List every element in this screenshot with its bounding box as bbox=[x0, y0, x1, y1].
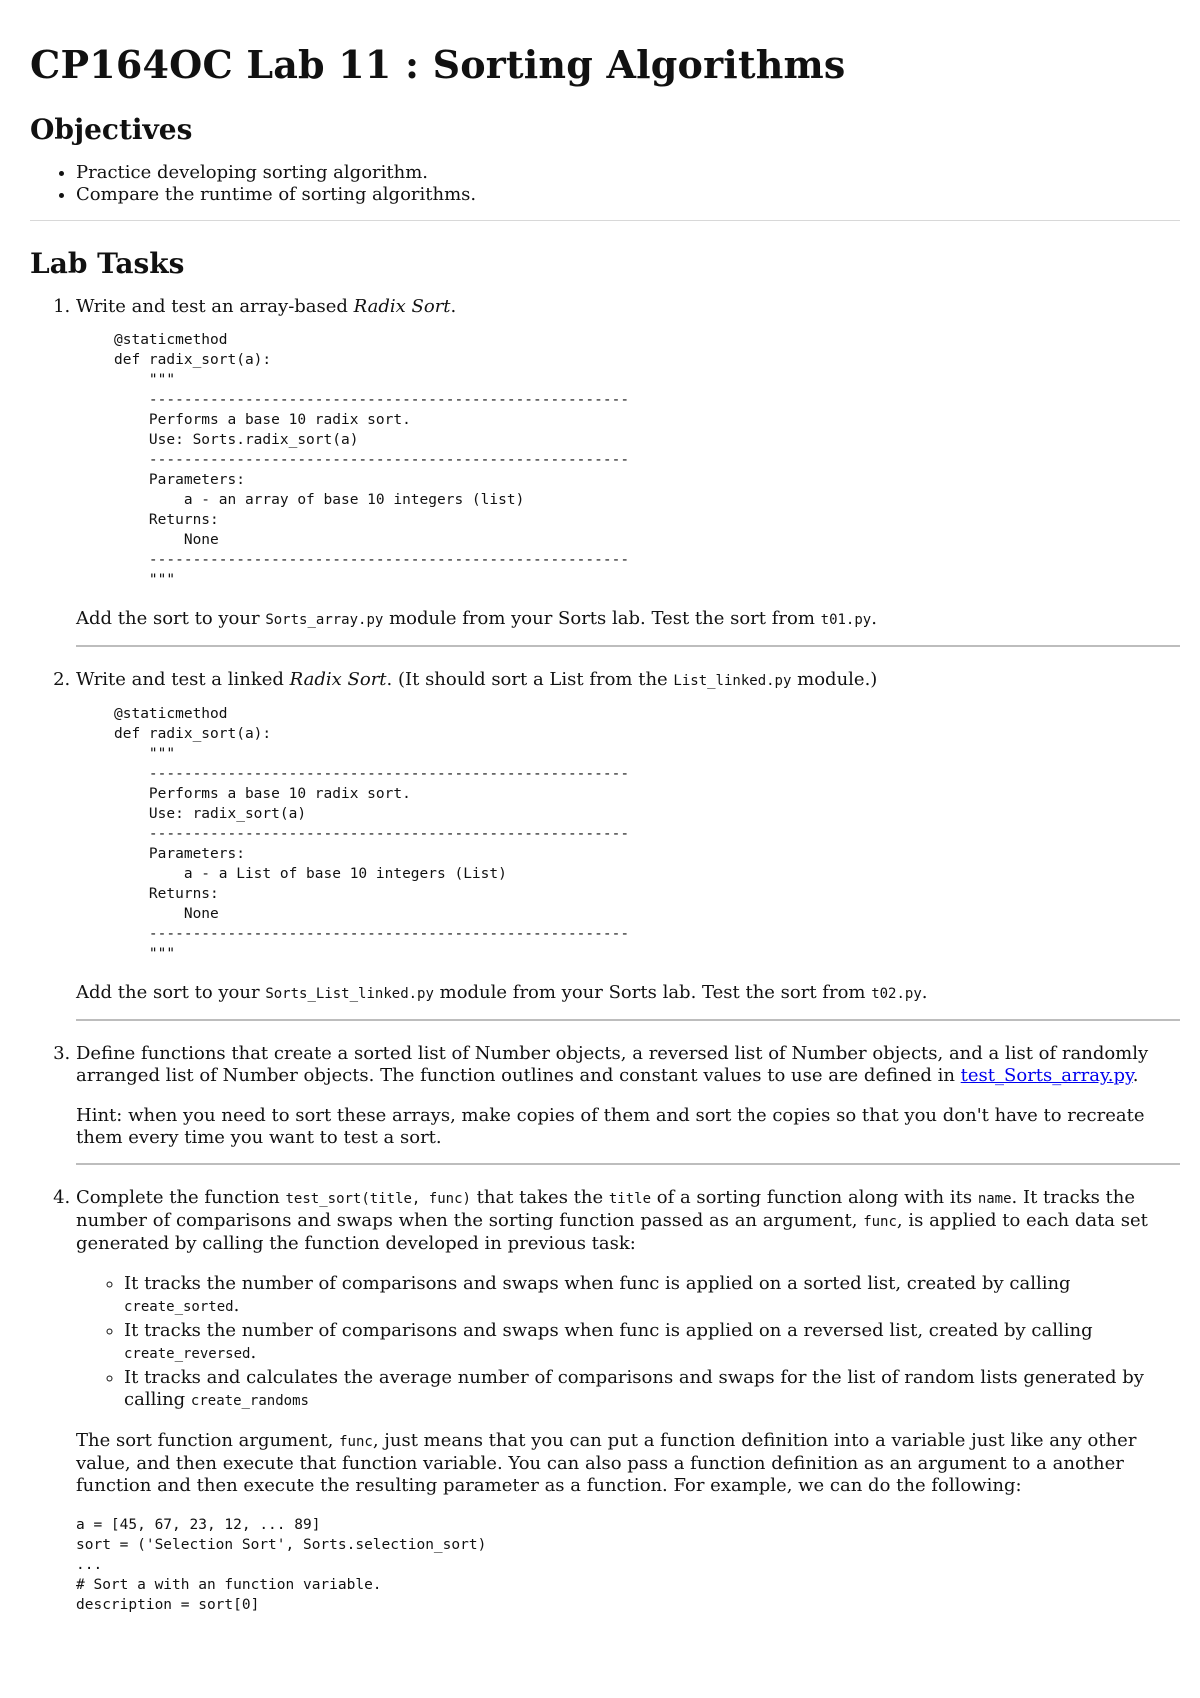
objective-item: • Practice developing sorting algorithm. bbox=[76, 162, 1180, 184]
task1-instructions: Add the sort to your Sorts_array.py module from your Sorts lab. Test the sort from t01.py. bbox=[76, 608, 877, 629]
task4-explanation: The sort function argument, func, just means that you can put a function definition into a variable just like any other value, and then execute that function variable. You can also pass a function definition as an argument to a another function and then execute the resulting parameter as a function. For example, we can do the following: bbox=[76, 1430, 1137, 1496]
task4-code-block: a = [45, 67, 23, 12, ... 89] sort = ('Selection Sort', Sorts.selection_sort) ... # Sort a with an function variable. description = sort[0] bbox=[76, 1517, 487, 1613]
task3-description: 3. Define functions that create a sorted list of Number objects, a reversed list of Number objects, and a list of randomly arranged list of Number objects. The function outlines and constant values to use are defined in test_Sorts_array.py. bbox=[76, 1043, 1149, 1086]
task4-bullet: ◦ It tracks and calculates the average number of comparisons and swaps for the list of random lists generated by calling create_randoms bbox=[124, 1367, 1180, 1412]
tasks-list bbox=[30, 296, 1180, 1615]
task-item-1 bbox=[76, 296, 1180, 647]
task4-bullet-list bbox=[76, 1273, 1180, 1412]
divider bbox=[76, 1019, 1180, 1021]
task-item-3 bbox=[76, 1043, 1180, 1165]
lab-tasks-heading: Lab Tasks bbox=[30, 247, 185, 280]
divider bbox=[30, 220, 1180, 221]
objectives-list bbox=[30, 162, 1180, 206]
task2-code-block: @staticmethod def radix_sort(a): """ ------------------------------------------------------- Performs a base 10 radix sort. Use: radix_sort(a) ------------------------------------------------------- Parameters: a - a List of base 10 integers (List) Returns: None ------------------------------------------------------- """ bbox=[114, 706, 630, 962]
task3-hint: Hint: when you need to sort these arrays, make copies of them and sort the copies so that you don't have to recreate them every time you want to test a sort. bbox=[76, 1105, 1145, 1148]
objective-item: • Compare the runtime of sorting algorithms. bbox=[76, 184, 1180, 206]
task2-intro: 2. Write and test a linked Radix Sort. (It should sort a List from the List_linked.py module.) bbox=[76, 669, 878, 690]
objectives-heading: Objectives bbox=[30, 113, 193, 146]
task1-intro: 1. Write and test an array-based Radix Sort. bbox=[76, 296, 457, 317]
task4-description: 4. Complete the function test_sort(title, func) that takes the title of a sorting function along with its name. It tracks the number of comparisons and swaps when the sorting function passed as an argument, func, is applied to each data set generated by calling the function developed in previous task: bbox=[76, 1187, 1148, 1254]
page-title: CP164OC Lab 11 : Sorting Algorithms bbox=[30, 42, 846, 87]
test-sorts-array-link[interactable]: test_Sorts_array.py bbox=[960, 1065, 1133, 1086]
task4-bullet: ◦ It tracks the number of comparisons and swaps when func is applied on a reversed list, created by calling create_reversed. bbox=[124, 1320, 1180, 1365]
task2-instructions: Add the sort to your Sorts_List_linked.py module from your Sorts lab. Test the sort from t02.py. bbox=[76, 982, 928, 1003]
divider bbox=[76, 645, 1180, 647]
task-item-2 bbox=[76, 669, 1180, 1021]
divider bbox=[76, 1163, 1180, 1165]
task-item-4 bbox=[76, 1187, 1180, 1615]
task1-code-block: @staticmethod def radix_sort(a): """ ------------------------------------------------------- Performs a base 10 radix sort. Use: Sorts.radix_sort(a) ------------------------------------------------------- Parameters: a - an array of base 10 integers (list) Returns: None ------------------------------------------------------- """ bbox=[114, 332, 630, 588]
task4-bullet: ◦ It tracks the number of comparisons and swaps when func is applied on a sorted list, created by calling create_sorted. bbox=[124, 1273, 1180, 1318]
